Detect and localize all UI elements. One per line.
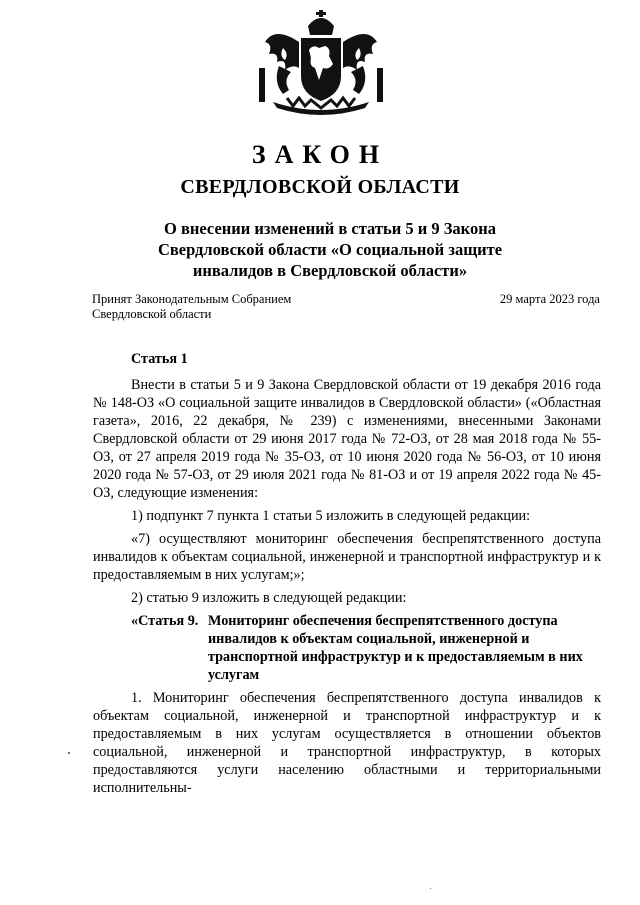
- adopted-by-line: Свердловской области: [92, 307, 212, 321]
- article-9-paragraph-1: 1. Мониторинг обеспечения беспрепятственного доступа инвалидов к объектам социальной, инженерной и транспортной инфраструктур и к предоставляемым в них услугам осуществляется в отношении объектов социальной, инженерной и транспортной инфраструктур, в которых предоставляются услуги населению областными и территориальными исполнительны-: [93, 690, 601, 796]
- document-body: [93, 350, 601, 797]
- law-title: [140, 218, 520, 281]
- article-9-heading: [93, 612, 601, 684]
- adopted-by-line: Принят Законодательным Собранием: [92, 292, 292, 306]
- document-type-title: ЗАКОН: [251, 140, 389, 169]
- adopted-by: [92, 292, 291, 322]
- scan-speck: [430, 888, 431, 889]
- amendment-item-1: 1) подпункт 7 пункта 1 статьи 5 изложить в следующей редакции:: [131, 508, 531, 524]
- article-heading: Статья 1: [131, 351, 188, 367]
- law-title-line: О внесении изменений в статьи 5 и 9 Закона: [164, 219, 496, 238]
- law-title-line: инвалидов в Свердловской области»: [192, 261, 468, 280]
- law-title-line: Свердловской области «О социальной защите: [157, 240, 503, 259]
- amendment-quote-1: «7) осуществляют мониторинг обеспечения беспрепятственного доступа инвалидов к объектам социальной, инженерной и транспортной инфраструктур и к предоставляемым в них услугам;»;: [93, 531, 601, 583]
- article-intro-paragraph: Внести в статьи 5 и 9 Закона Свердловской области от 19 декабря 2016 года № 148-ОЗ «О социальной защите инвалидов в Свердловской области» («Областная газета», 2016, 22 декабря, № 239) с изменениями, внесенными Законами Свердловской области от 29 июня 2017 года № 72-ОЗ, от 28 мая 2018 года № 55-ОЗ, от 27 апреля 2019 года № 35-ОЗ, от 10 июня 2020 года № 56-ОЗ, от 10 июня 2020 года № 57-ОЗ, от 29 июля 2021 года № 81-ОЗ и от 19 апреля 2022 года № 45-ОЗ, следующие изменения:: [93, 377, 601, 501]
- article-9-label: «Статья 9.: [131, 613, 199, 629]
- sverdlovsk-coat-of-arms-icon: [253, 8, 389, 120]
- scan-speck: [68, 752, 70, 754]
- article-9-title: Мониторинг обеспечения беспрепятственного доступа инвалидов к объектам социальной, инженерной и транспортной инфраструктур и к предоставляемым в них услугам: [208, 613, 583, 683]
- amendment-item-2: 2) статью 9 изложить в следующей редакции:: [131, 590, 407, 606]
- adoption-date: 29 марта 2023 года: [499, 292, 600, 306]
- region-title: СВЕРДЛОВСКОЙ ОБЛАСТИ: [180, 176, 460, 198]
